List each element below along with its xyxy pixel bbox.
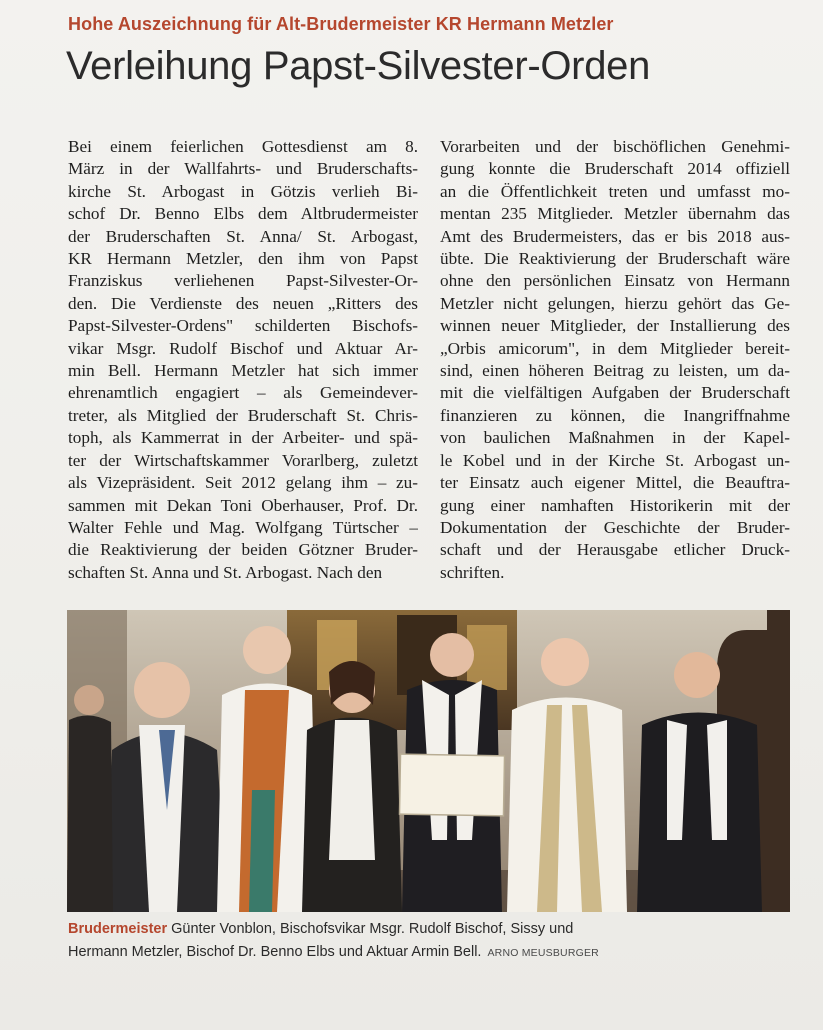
text-line: mentan 235 Mitglieder. Metzler übernahm das bbox=[440, 204, 790, 224]
text-line: Vorarbeiten und der bischöflichen Genehmi- bbox=[440, 137, 790, 156]
caption-line-1-text: Günter Vonblon, Bischofsvikar Msgr. Rudolf Bischof, Sissy und bbox=[167, 921, 574, 937]
text-line: den. Die Verdienste des neuen „Ritters des bbox=[68, 293, 418, 313]
article-headline: Verleihung Papst-Silvester-Orden bbox=[66, 44, 651, 88]
text-line: mit die vielfältigen Aufgaben der Bruderschaft bbox=[440, 383, 790, 403]
text-line: schriften. bbox=[440, 562, 505, 582]
text-line: gung einer namhaften Historikerin mit der bbox=[440, 495, 790, 515]
ceremony-photo bbox=[67, 610, 790, 912]
article-column-left bbox=[68, 136, 418, 584]
caption-line-2-text: Hermann Metzler, Bischof Dr. Benno Elbs und Aktuar Armin Bell. bbox=[68, 944, 482, 960]
ceremony-photo-illustration bbox=[67, 610, 790, 912]
article-column-right bbox=[440, 136, 790, 584]
text-line: der Bruderschaften St. Anna/ St. Arbogast, bbox=[68, 226, 418, 246]
photo-credit: ARNO MEUSBURGER bbox=[487, 947, 599, 959]
text-line: ehrenamtlich engagiert – als Gemeindever- bbox=[68, 383, 418, 403]
text-line: KR Hermann Metzler, den ihm von Papst bbox=[68, 249, 418, 269]
text-line: die Reaktivierung der beiden Götzner Bruder- bbox=[68, 540, 418, 560]
photo-caption bbox=[68, 918, 768, 965]
text-line: toph, als Kammerrat in der Arbeiter- und spä- bbox=[68, 428, 418, 448]
text-line: an die Öffentlichkeit treten und umfasst mo- bbox=[440, 181, 790, 201]
text-line: Metzler nicht gelungen, hierzu gehört das Ge- bbox=[440, 293, 790, 313]
text-line: min Bell. Hermann Metzler hat sich immer bbox=[68, 361, 418, 381]
text-line: Bei einem feierlichen Gottesdienst am 8. bbox=[68, 137, 418, 156]
text-line: winnen neuer Mitglieder, der Installierung des bbox=[440, 316, 790, 336]
caption-line-1 bbox=[68, 918, 768, 941]
text-line: vikar Msgr. Rudolf Bischof und Aktuar Ar- bbox=[68, 338, 418, 358]
text-line: gung konnte die Bruderschaft 2014 offiziell bbox=[440, 159, 790, 179]
text-line: ohne den persönlichen Einsatz von Hermann bbox=[440, 271, 790, 291]
text-line: übte. Die Reaktivierung der Bruderschaft wäre bbox=[440, 249, 790, 269]
text-line: ter Einsatz auch eigener Mittel, die Beauftra- bbox=[440, 473, 790, 493]
text-line: Walter Fehle und Mag. Wolfgang Türtscher – bbox=[68, 517, 418, 537]
text-line: Papst-Silvester-Ordens" schilderten Bischofs- bbox=[68, 316, 418, 336]
caption-line-2 bbox=[68, 941, 768, 965]
text-line: März in der Wallfahrts- und Bruderschafts- bbox=[68, 159, 418, 179]
text-line: schaften St. Anna und St. Arbogast. Nach den bbox=[68, 562, 383, 582]
text-line: schof Dr. Benno Elbs dem Altbrudermeister bbox=[68, 204, 418, 224]
caption-lead: Brudermeister bbox=[68, 921, 168, 937]
text-line: kirche St. Arbogast in Götzis verlieh Bi- bbox=[68, 181, 418, 201]
text-line: als Vizepräsident. Seit 2012 gelang ihm – zu- bbox=[68, 473, 418, 493]
text-line: finanzieren zu können, die Inangriffnahme bbox=[440, 405, 790, 425]
text-line: treter, als Mitglied der Bruderschaft St. Chris- bbox=[68, 405, 418, 425]
article-kicker: Hohe Auszeichnung für Alt-Brudermeister KR Hermann Metzler bbox=[68, 14, 614, 34]
text-line: „Orbis amicorum", in dem Mitglieder bereit- bbox=[440, 338, 790, 358]
text-line: schaft und der Herausgabe etlicher Druck- bbox=[440, 540, 790, 560]
text-line: Dokumentation der Geschichte der Bruder- bbox=[440, 517, 790, 537]
text-line: Amt des Brudermeisters, das er bis 2018 aus- bbox=[440, 226, 790, 246]
text-line: sammen mit Dekan Toni Oberhauser, Prof. Dr. bbox=[68, 495, 418, 515]
text-line: le Kobel und in der Kirche St. Arbogast un- bbox=[440, 450, 790, 470]
text-line: Franziskus verliehenen Papst-Silvester-Or- bbox=[68, 271, 418, 291]
text-line: von baulichen Maßnahmen in der Kapel- bbox=[440, 428, 790, 448]
text-line: ter der Wirtschaftskammer Vorarlberg, zuletzt bbox=[68, 450, 418, 470]
text-line: sind, einen höheren Beitrag zu leisten, um da- bbox=[440, 361, 790, 381]
